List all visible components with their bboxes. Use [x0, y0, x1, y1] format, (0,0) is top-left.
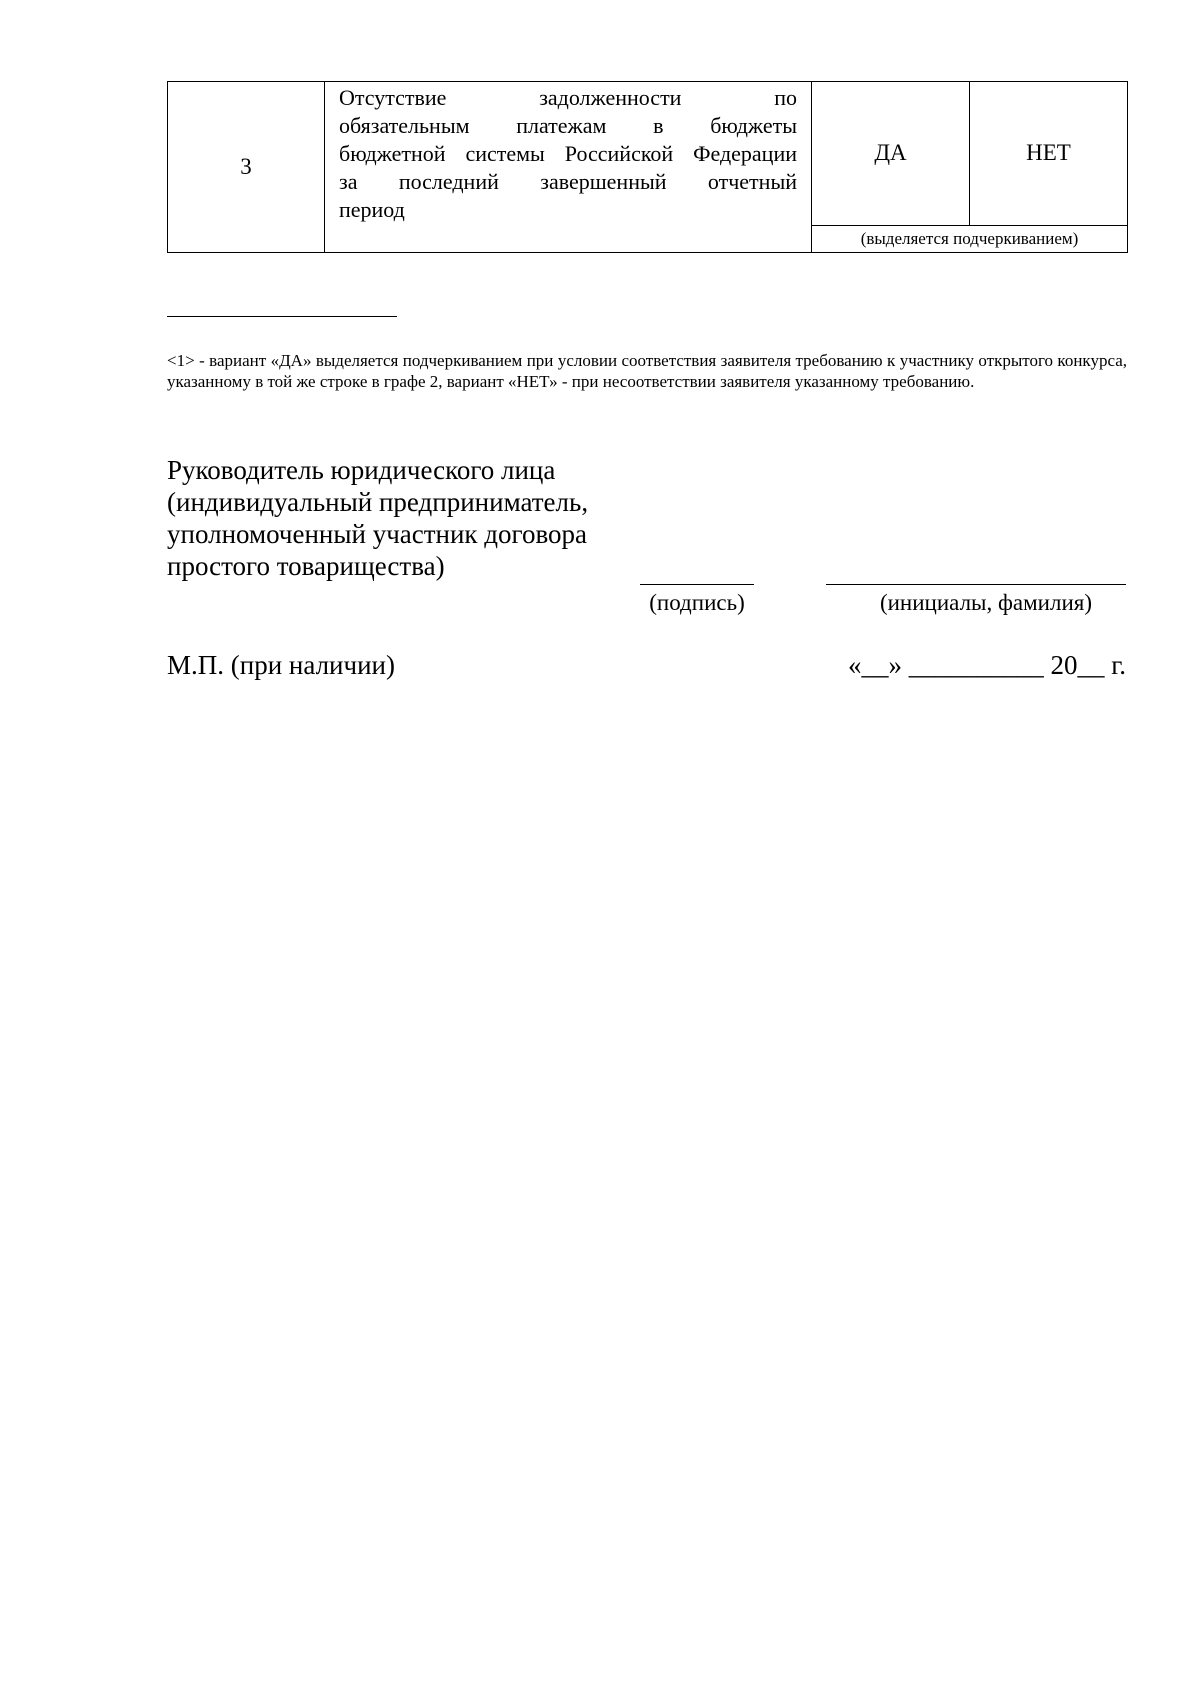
- signature-line: [640, 584, 754, 585]
- signer-line: уполномоченный участник договора: [167, 519, 587, 549]
- stamp-label: М.П. (при наличии): [167, 650, 395, 680]
- requirement-line: обязательным платежам в бюджеты: [339, 113, 797, 138]
- requirement-line: период: [339, 197, 405, 222]
- signature-caption: (подпись): [649, 590, 745, 615]
- name-line: [826, 584, 1126, 585]
- requirement-text: [325, 82, 812, 253]
- date-field: «__» __________ 20__ г.: [847, 650, 1126, 680]
- footnote-separator: [167, 316, 397, 317]
- signer-title: [167, 454, 647, 582]
- signer-line: простого товарищества): [167, 551, 445, 581]
- table-row: [168, 82, 1128, 226]
- option-hint: (выделяется подчеркиванием): [812, 225, 1128, 252]
- option-no: НЕТ: [970, 82, 1128, 226]
- requirement-line: за последний завершенный отчетный: [339, 169, 797, 194]
- requirement-line: бюджетной системы Российской Федерации: [339, 141, 797, 166]
- signer-line: Руководитель юридического лица: [167, 455, 556, 485]
- signer-line: (индивидуальный предприниматель,: [167, 487, 589, 517]
- requirements-table: [167, 81, 1128, 253]
- option-yes: ДА: [812, 82, 970, 226]
- name-caption: (инициалы, фамилия): [879, 590, 1093, 615]
- footnote-text: <1> - вариант «ДА» выделяется подчеркиванием при условии соответствия заявителя требованию к участнику открытого конкурса, указанному в той же строке в графе 2, вариант «НЕТ» - при несоответствии заявителя указанному требованию.: [167, 351, 1127, 391]
- row-number: 3: [168, 82, 325, 253]
- requirement-line: Отсутствие задолженности по: [339, 85, 797, 110]
